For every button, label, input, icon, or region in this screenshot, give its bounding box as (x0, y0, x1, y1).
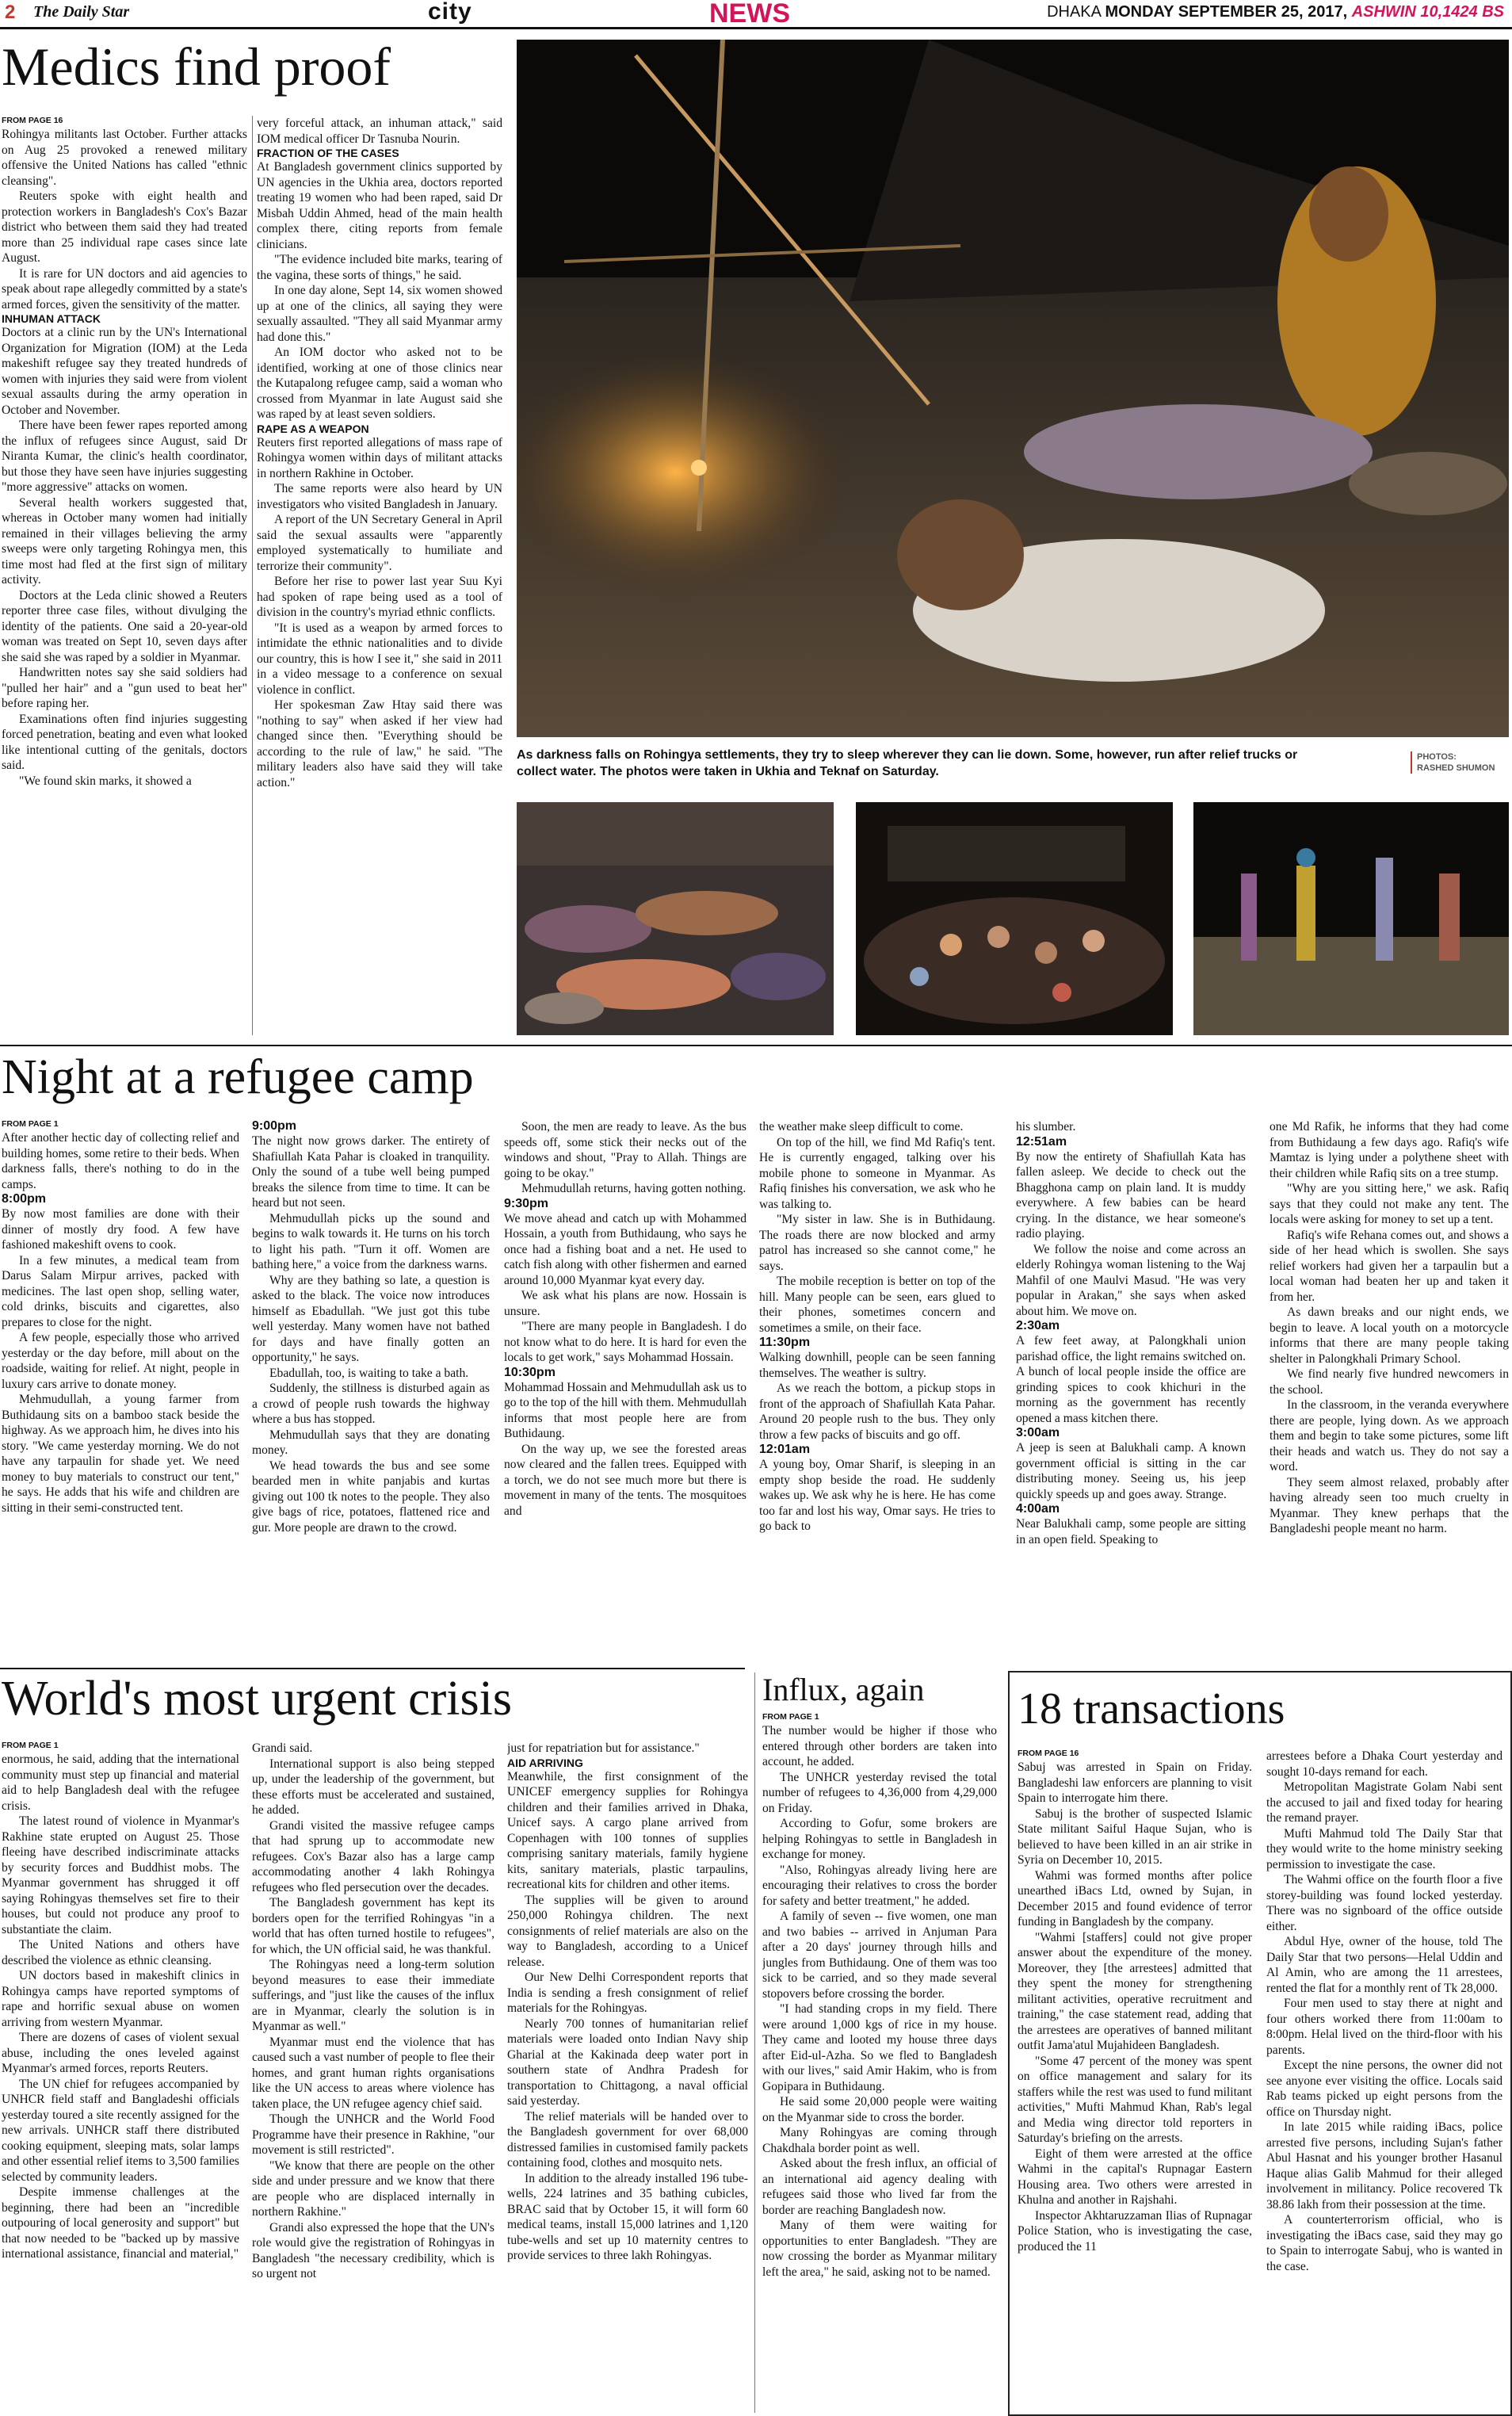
paragraph: Soon, the men are ready to leave. As the bus speeds off, some stick their necks out of the windows and shout, "Pray to Allah. Things are going to be okay." (504, 1120, 746, 1180)
story-headline-urgent-crisis: World's most urgent crisis (2, 1672, 512, 1726)
paragraph: On top of the hill, we find Md Rafiq's tent. He is currently engaged, talking over his mobile phone to someone in Myanmar. As Rafiq finishes his conversation, we ask who he was talking to. (759, 1135, 995, 1211)
paragraph: just for repatriation but for assistance." (507, 1741, 700, 1755)
paragraph: We ask what his plans are now. Hossain is unsure. (504, 1289, 746, 1318)
time-heading: 12:51am (1016, 1134, 1067, 1149)
dateline-date: MONDAY SEPTEMBER 25, 2017, (1105, 3, 1348, 21)
paragraph: Despite immense challenges at the beginning, there had been an "incredible outpouring of local generosity and support" but that now needed to be "backed up by massive international assistance, financial and material," (2, 2185, 239, 2261)
story2-column-5 (1016, 1119, 1246, 1666)
paragraph: In a few minutes, a medical team from Darus Salam Mirpur arrives, packed with medicines. The last open shop, selling water, cold drinks, biscuits and cigarettes, also prepares to close for the night. (2, 1253, 239, 1329)
paragraph: "We know that there are people on the other side and under pressure and we know that there are people who are displaced internally in northern Rakhine." (252, 2158, 494, 2219)
photo-graphic-2 (856, 802, 1173, 1035)
paragraph: Abdul Hye, owner of the house, told The Daily Star that two persons—Helal Uddin and Al Amin, who are among the 11 arrestees, rented the flat for a monthly rent of Tk 28,000. (1266, 1935, 1502, 1995)
paragraph: The Bangladesh government has kept its borders open for the terrified Rohingyas "in a world that has often turned hostile to refugees", for which, the UN official said, he was thankful. (252, 1896, 494, 1956)
paragraph: Mehmudullah, a young farmer from Buthidaung sits on a bamboo stack beside the highway. As we approach him, he dives into his story. "We came yesterday morning. We do not have any tarpaulin for shade yet. We need money to buy materials to construct our tent," he says. He adds that his wife and children are sitting in their semi-constructed tent. (2, 1393, 239, 1515)
time-heading: 12:01am (759, 1443, 811, 1456)
photo-graphic-1 (517, 802, 834, 1035)
story2-column-6 (1270, 1119, 1509, 1666)
column-rule (754, 1672, 755, 2413)
paragraph: There have been fewer rapes reported among the influx of refugees since August, said Dr Niranta Kumar, the clinic's health coordinator, but those they have seen have injuries suggesting "more aggressive" attacks on women. (2, 419, 247, 494)
paragraph: An IOM doctor who asked not to be identified, working at one of those clinics near the Kutapalong refugee camp, said a woman who crossed from Myanmar in late August said she was raped by at least seven soldiers. (257, 346, 502, 421)
section-label-news: NEWS (709, 0, 790, 29)
paragraph: By now the entirety of Shafiullah Kata has fallen asleep. We decide to check out the Bhagghona camp on plain land. It is muddy everywhere. A few babies can be heard crying. In the distance, we hear someone's radio playing. (1016, 1149, 1246, 1240)
paragraph: Doctors at a clinic run by the UN's International Organization for Migration (IOM) at the Leda makeshift refugee say they treated hundreds of women with injuries they said were from violent sexual assaults during the army operation in October and November. (2, 326, 247, 417)
paragraph: A few feet away, at Palongkhali union parishad office, the light remains switched on. A bunch of local people inside the office are grinding spices to cook khichuri in the morning as the government has recently opened a mass kitchen there. (1016, 1334, 1246, 1425)
paragraph: Meanwhile, the first consignment of the UNICEF emergency supplies for Rohingya children and their families arrived in Dhaka, Unicef says. A cargo plane arrived from Copenhagen with 100 tonnes of supplies comprising sanitary materials, family hygiene kits, sanitary materials, plastic tarpaulins, recreational kits for children and other items. (507, 1769, 748, 1891)
paragraph: The supplies will be given to around 250,000 Rohingya children. The next consignments of relief materials are also on the way to Bangladesh, according to a Unicef release. (507, 1893, 748, 1969)
paragraph: Handwritten notes say she said soldiers had "pulled her hair" and a "gun used to beat her" before raping her. (2, 666, 247, 710)
paragraph: Mufti Mahmud told The Daily Star that they would write to the home ministry seeking permission to investigate the case. (1266, 1826, 1502, 1871)
paragraph: The United Nations and others have described the violence as ethnic cleansing. (2, 1938, 239, 1967)
paragraph: We move ahead and catch up with Mohammed Hossain, a youth from Buthidaung, who says he once had a fishing boat and a net. He used to catch fish along with other fishermen and earned around 10,000 Myanmar kyat every day. (504, 1211, 746, 1287)
dateline-place: DHAKA (1047, 3, 1101, 21)
from-page-label: FROM PAGE 1 (2, 1119, 59, 1129)
paragraph: Sabuj is the brother of suspected Islamic State militant Saiful Haque Sujan, who is believed to have been killed in an air strike in Syria on December 10, 2015. (1018, 1806, 1252, 1867)
paragraph: By now most families are done with their dinner of mostly dry food. A few have fashioned makeshift ovens to cook. (2, 1207, 239, 1252)
paragraph: After another hectic day of collecting relief and building homes, some retire to their beds. When darkness falls, there's nothing to do in the camps. (2, 1131, 239, 1191)
page-number: 2 (5, 2, 16, 23)
story2-column-3 (504, 1119, 746, 1666)
story2-column-4 (759, 1119, 995, 1666)
dateline (1047, 3, 1504, 21)
paragraph: Examinations often find injuries suggesting forced penetration, beating and even what looked like intentional cutting of the genitals, doctors said. (2, 712, 247, 772)
paragraph: A report of the UN Secretary General in April said the sexual assaults were "apparently employed systematically to humiliate and terrorize their community". (257, 513, 502, 573)
paragraph: Mehmudullah returns, having gotten nothing. (521, 1182, 746, 1195)
photo-graphic-3 (1193, 802, 1509, 1035)
paragraph: "Why are you sitting here," we ask. Rafiq says that they could not make any tent. The locals were asking for money to set up a tent. (1270, 1182, 1509, 1226)
paragraph: very forceful attack, an inhuman attack," said IOM medical officer Dr Tasnuba Nourin. (257, 117, 502, 146)
paragraph: Near Balukhali camp, some people are sitting in an open field. Speaking to (1016, 1517, 1246, 1546)
paragraph: The UN chief for refugees accompanied by UNHCR field staff and Bangladeshi officials yesterday toured a site recently assigned for the new arrivals. UNHCR staff there distributed cooking equipment, sleeping mats, solar lamps and other essential relief items to 3,500 families selected by community leaders. (2, 2077, 239, 2184)
paragraph: There are dozens of cases of violent sexual abuse, including the ones leveled against Myanmar's armed forces, reports Reuters. (2, 2031, 239, 2075)
time-heading: 10:30pm (504, 1365, 556, 1379)
paragraph: Grandi visited the massive refugee camps that had sprung up to accommodate new refugees. Cox's Bazar also has a large camp accommodating another 4 lakh Rohingya refugees who fled persecution over the decades. (252, 1818, 494, 1894)
paragraph: "There are many people in Bangladesh. I do not know what to do here. It is hard for even the locals to get work," says Mohammad Hossain. (504, 1320, 746, 1364)
paragraph: Grandi also expressed the hope that the UN's role would give the registration of Rohingyas in Bangladesh "the necessary credibility, which is so urgent not (252, 2220, 494, 2280)
paragraph: Asked about the fresh influx, an official of an international aid agency dealing with refugees said those who lived far from the border are reaching Bangladesh now. (762, 2157, 997, 2217)
paragraph: Before her rise to power last year Suu Kyi had spoken of rape being used as a tool of division in the country's myriad ethnic conflicts. (257, 575, 502, 619)
paragraph: the weather make sleep difficult to come. (759, 1120, 964, 1133)
paragraph: "The evidence included bite marks, tearing of the vagina, these sorts of things," he said. (257, 253, 502, 282)
paragraph: Her spokesman Zaw Htay said there was "nothing to say" when asked if her view had changed since then. "Everything should be according to the rule of law," he said. "The military leaders also have said they will take action." (257, 698, 502, 789)
paragraph: The Wahmi office on the fourth floor a five storey-building was found locked yesterday. There was no signboard of the office outside either. (1266, 1873, 1502, 1933)
paragraph: They seem almost relaxed, probably after having already seen too much cruelty in Myanmar. They knew perhaps that the Bangladeshi people meant no harm. (1270, 1475, 1509, 1535)
photo-people-lying-ground (517, 802, 834, 1035)
column-rule (252, 116, 253, 1035)
paragraph: Suddenly, the stillness is disturbed again as a crowd of people rush towards the highway where a bus has stopped. (252, 1382, 490, 1426)
paragraph: Our New Delhi Correspondent reports that India is sending a fresh consignment of relief materials for the Rohingyas. (507, 1971, 748, 2015)
paragraph: Doctors at the Leda clinic showed a Reuters reporter three case files, without divulging the identity of the patients. One said a 20-year-old woman was treated on Sept 10, seven days after she said she was raped by a soldier in Myanmar. (2, 588, 247, 664)
paragraph: Many Rohingyas are coming through Chakdhala border point as well. (762, 2126, 997, 2155)
paragraph: A family of seven -- five women, one man and two babies -- arrived in Anjuman Para after a 20 days' journey through hills and jungles from Buthidaung. One of them was too sick to be carried, and so they made several stopovers before crossing the border. (762, 1909, 997, 2001)
paragraph: The relief materials will be handed over to the Bangladesh government for over 68,000 distressed families in customised family packets containing food, clothes and mosquito nets. (507, 2109, 748, 2169)
paragraph: Reuters spoke with eight health and protection workers in Bangladesh's Cox's Bazar district who between them said they had treated more than 25 individual rape cases since late August. (2, 189, 247, 265)
story4-column-1 (762, 1712, 997, 2413)
paragraph: As we reach the bottom, a pickup stops in front of the approach of Shafiullah Kata Pahar. Around 20 people rush to the bus. They only throw a few packs of biscuits and go off. (759, 1382, 995, 1442)
paragraph: A jeep is seen at Balukhali camp. A known government official is sitting in the car distributing money. Seeing us, his jeep quickly speeds up and goes away. Strange. (1016, 1441, 1246, 1501)
paragraph: Grandi said. (252, 1741, 313, 1755)
paragraph: A young boy, Omar Sharif, is sleeping in an empty shop beside the road. He suddenly wakes up. We ask why he is here. He has come too far and lost his way, Omar says. He tries to go back to (759, 1458, 995, 1533)
paragraph: A few people, especially those who arrived yesterday or the day before, mill about on the roadside, waiting for relief. At night, people in luxury cars arrive to donate money. (2, 1331, 239, 1391)
story3-column-2 (252, 1741, 494, 2413)
paragraph: Why are they bathing so late, a question is asked to the black. The voice now introduces himself as Ebadullah. "We just got this tube well yesterday. Many women have not bathed for days and have finally gotten an opportunity," he says. (252, 1273, 490, 1364)
story2-column-1 (2, 1119, 239, 1666)
paragraph: We find nearly five hundred newcomers in the school. (1270, 1367, 1509, 1397)
paragraph: "I had standing crops in my field. There were around 1,000 kgs of rice in my house. They came and looted my house three days after Eid-ul-Azha. So we fled to Bangladesh with our lives," said Amir Hakim, who is from Gopipara in Buthidaung. (762, 2002, 997, 2093)
paragraph: In one day alone, Sept 14, six women showed up at one of the clinics, all saying they were sexually assaulted. "They all said Myanmar army had done this." (257, 284, 502, 344)
story-headline-medics: Medics find proof (2, 36, 391, 97)
paragraph: enormous, he said, adding that the international community must step up financial and material aid to help Bangladesh deal with the refugee crisis. (2, 1753, 239, 1813)
paragraph: The number would be higher if those who entered through other borders are taken into account, he added. (762, 1724, 997, 1768)
time-heading: 8:00pm (2, 1192, 47, 1206)
paragraph: Metropolitan Magistrate Golam Nabi sent the accused to jail and fixed today for hearing the remand prayer. (1266, 1780, 1502, 1825)
from-page-label: FROM PAGE 1 (762, 1712, 819, 1722)
paragraph: Mehmudullah picks up the sound and begins to walk towards it. He turns on his torch to light his path. "Turn it off. Women are bathing here," a voice from the darkness warns. (252, 1211, 490, 1271)
paragraph: The UNHCR yesterday revised the total number of refugees to 4,36,000 from 4,29,000 on Friday. (762, 1770, 997, 1815)
story1-column-1 (2, 116, 247, 1035)
paragraph: Several health workers suggested that, whereas in October many women had initially remained in their villages believing the army sweeps were only targeting Rohingya men, this time most had fled at the first sign of military activity. (2, 495, 247, 587)
paragraph: Mehmudullah says that they are donating money. (252, 1428, 490, 1457)
paragraph: Sabuj was arrested in Spain on Friday. Bangladeshi law enforcers are planning to visit Spain to interrogate him there. (1018, 1760, 1252, 1805)
paragraph: International support is also being stepped up, under the leadership of the government, but these efforts must be accelerated and sustained, he added. (252, 1757, 494, 1817)
paragraph: In the classroom, in the veranda everywhere there are people, lying down. As we approach them and begin to take some pictures, some lift their heads and watch us. They do not say a word. (1270, 1398, 1509, 1474)
story5-column-1 (1018, 1749, 1252, 2410)
paragraph: one Md Rafik, he informs that they had come from Buthidaung a few days ago. Rafiq's wife Mamtaz is lying under a polythene sheet with their children while Rafiq sits on a tree stump. (1270, 1120, 1509, 1180)
paragraph: As dawn breaks and our night ends, we begin to leave. A local youth on a motorcycle informs that there are many people taking shelter in Palongkhali Primary School. (1270, 1305, 1509, 1366)
paragraph: The same reports were also heard by UN investigators who visited Bangladesh in January. (257, 482, 502, 511)
paper-name: The Daily Star (33, 3, 130, 21)
paragraph: The mobile reception is better on top of the hill. Many people can be seen, ears glued to their phones, sometimes concern and sometimes a smile, on their face. (759, 1275, 995, 1335)
subheading: RAPE AS A WEAPON (257, 422, 369, 435)
paragraph: On the way up, we see the forested areas now cleared and the fallen trees. Equipped with a torch, we do not see much more but there is movement in many of the tents. The mosquitoes and (504, 1442, 746, 1518)
paragraph: UN doctors based in makeshift clinics in Rohingya camps have reported symptoms of rape and horrific sexual abuse on women arriving from western Myanmar. (2, 1969, 239, 2029)
dateline-bs: ASHWIN 10,1424 BS (1351, 3, 1504, 21)
story-headline-influx: Influx, again (762, 1672, 925, 1707)
story-headline-18-transactions: 18 transactions (1018, 1684, 1285, 1734)
paragraph: According to Gofur, some brokers are helping Rohingyas to settle in Bangladesh in exchange for money. (762, 1817, 997, 1861)
paragraph: In addition to the already installed 196 tube-wells, 224 latrines and 35 bathing cubicles, BRAC said that by October 15, it will form 60 medical teams, install 15,000 latrines and 1,120 tube-wells and set up 10 maternity centres to provide services to three lakh Rohingyas. (507, 2171, 748, 2262)
paragraph: "Also, Rohingyas already living here are encouraging their relatives to cross the border for safety and better treatment," he added. (762, 1863, 997, 1908)
paragraph: The night now grows darker. The entirety of Shafiullah Kata Pahar is cloaked in tranquility. Only the sound of a tube well being pumped breaks the silence from time to time. It can be heard but not seen. (252, 1134, 490, 1210)
subheading: AID ARRIVING (507, 1756, 583, 1769)
photo-credit-label: PHOTOS: (1417, 752, 1457, 762)
from-page-label: FROM PAGE 1 (2, 1741, 59, 1750)
paragraph: Rohingya militants last October. Further attacks on Aug 25 provoked a renewed military offensive the United Nations has called "ethnic cleansing". (2, 128, 247, 188)
paragraph: Wahmi was formed months after police unearthed iBacs Ltd, owned by Sujan, in December 2015 and found evidence of terror funding in Bangladesh by the company. (1018, 1868, 1252, 1929)
photo-credit (1411, 751, 1495, 774)
section-divider (0, 1668, 745, 1669)
paragraph: Ebadullah, too, is waiting to take a bath. (269, 1366, 469, 1380)
time-heading: 2:30am (1016, 1319, 1060, 1332)
from-page-label: FROM PAGE 16 (2, 116, 63, 125)
story5-column-2 (1266, 1749, 1502, 2410)
paragraph: The latest round of violence in Myanmar's Rakhine state erupted on August 25. Those fleeing have described indiscriminate attacks by security forces and Buddhist mobs. The Myanmar government has shrugged it off saying Rohingyas themselves set fire to their houses, but could not produce any proof to substantiate the claim. (2, 1814, 239, 1936)
paragraph: Rafiq's wife Rehana comes out, and shows a side of her head which is swollen. She says relief workers had given her a tarpaulin but a local woman had beaten her up and taken it from her. (1270, 1228, 1509, 1304)
paragraph: Four men used to stay there at night and four others worked there from 11:00am to 8:00pm. Helal lived on the third-floor with his parents. (1266, 1997, 1502, 2057)
paragraph: Walking downhill, people can be seen fanning themselves. The weather is sultry. (759, 1351, 995, 1380)
paragraph: Mohammad Hossain and Mehmudullah ask us to go to the top of the hill with them. Mehmudullah informs that most people here are from Buthidaung. (504, 1380, 746, 1440)
paragraph: In late 2015 while raiding iBacs, police arrested five persons, including Sujan's father Abul Hasnat and his younger brother Hasanul Haque alias Galib Mahmud for their alleged involvement in militancy. Police recovered Tk 38.86 lakh from their possession at the time. (1266, 2120, 1502, 2211)
photo-women-collecting-water (1193, 802, 1509, 1035)
story2-column-2 (252, 1119, 490, 1666)
story1-column-2 (257, 116, 502, 1035)
paragraph: At Bangladesh government clinics supported by UN agencies in the Ukhia area, doctors reported treating 19 women who had been raped, said Dr Misbah Uddin Ahmed, head of the main health complex there, citing reports from female clinicians. (257, 160, 502, 251)
paragraph: Nearly 700 tonnes of humanitarian relief materials were loaded onto Indian Navy ship Gharial at the Kakinada deep water port in southern state of Andhra Pradesh for transportation to Chittagong, a naval official said yesterday. (507, 2017, 748, 2108)
paragraph: "My sister in law. She is in Buthidaung. The roads there are now blocked and army patrol has increased so she cannot come," he says. (759, 1213, 995, 1273)
paragraph: He said some 20,000 people were waiting on the Myanmar side to cross the border. (762, 2095, 997, 2124)
paragraph: The Rohingyas need a long-term solution beyond measures to ease their immediate sufferings, and "just like the causes of the influx are in Myanmar, clearly the solution is in Myanmar as well." (252, 1958, 494, 2033)
section-divider (0, 1045, 1512, 1046)
story-headline-night-camp: Night at a refugee camp (2, 1050, 474, 1104)
from-page-label: FROM PAGE 16 (1018, 1749, 1079, 1758)
paragraph: Many of them were waiting for opportunities to enter Bangladesh. "They are now crossing the border as Myanmar military left the area," he said, asking not to be named. (762, 2219, 997, 2279)
time-heading: 3:00am (1016, 1426, 1060, 1439)
photo-caption: As darkness falls on Rohingya settlements, they try to sleep wherever they can lie down. Some, however, run after relief trucks or collect water. The photos were taken in Ukhia and Teknaf on Saturday. (517, 748, 1298, 778)
story3-column-1 (2, 1741, 239, 2413)
paragraph: his slumber. (1016, 1120, 1076, 1133)
paragraph: Eight of them were arrested at the office Wahmi in the capital's Rupnagar Eastern Housing area. Two others were arrested in Khulna and another in Rajshahi. (1018, 2146, 1252, 2207)
paragraph: We head towards the bus and see some bearded men in white panjabis and kurtas giving out 100 tk notes to the people. They also give bags of rice, potatoes, flattened rice and gur. More people are drawn to the crowd. (252, 1458, 490, 1535)
section-label-city: city (428, 0, 472, 25)
photo-credit-name: RASHED SHUMON (1417, 763, 1495, 773)
paragraph: We follow the noise and come across an elderly Rohingya woman listening to the Waj Mahfil of one Maulvi Masud. "He was very popular in Arakan," she says when asked about him. We move on. (1016, 1242, 1246, 1318)
photo-crowd-relief-truck (856, 802, 1173, 1035)
subheading: INHUMAN ATTACK (2, 312, 101, 325)
subheading: FRACTION OF THE CASES (257, 147, 399, 159)
main-photo-refugees-sleeping (517, 40, 1509, 737)
story3-column-3 (507, 1741, 748, 2413)
paragraph: Reuters first reported allegations of mass rape of Rohingya women within days of militant attacks in northern Rakhine in October. (257, 435, 502, 480)
night-camp-photo-graphic (517, 40, 1509, 737)
paragraph: Except the nine persons, the owner did not see anyone ever visiting the office. Locals said Rab teams picked up eight persons from the office on Thursday night. (1266, 2059, 1502, 2119)
paragraph: A counterterrorism official, who is investigating the iBacs case, said they may go to Spain to interrogate Sabuj, who is wanted in the case. (1266, 2213, 1502, 2273)
paragraph: "We found skin marks, it showed a (19, 774, 192, 788)
paragraph: Though the UNHCR and the World Food Programme have their presence in Rakhine, "our movement is still restricted". (252, 2112, 494, 2157)
paragraph: It is rare for UN doctors and aid agencies to speak about rape allegedly committed by a state's armed forces, given the sensitivity of the matter. (2, 266, 247, 312)
paragraph: "It is used as a weapon by armed forces to intimidate the ethnic nationalities and to divide our country, this is how I see it," she said in 2011 in a video message to a conference on sexual violence in conflict. (257, 621, 502, 697)
time-heading: 4:00am (1016, 1502, 1060, 1516)
time-heading: 11:30pm (759, 1336, 811, 1349)
paragraph: "Some 47 percent of the money was spent on office management and salary for its staffers while the rest was used to fund militant activities," Mufti Mahmud Khan, Rab's legal and Media wing director told reporters in Saturday's briefing on the arrests. (1018, 2054, 1252, 2145)
masthead (0, 0, 1512, 29)
paragraph: "Wahmi [staffers] could not give proper answer about the expenditure of the money. Moreover, they [the arrestees] admitted that they spent the money for strengthening militant activities, operative recruitment and training," the case statement read, adding that the arrestees are operatives of banned militant outfit Jama'atul Mujahideen Bangladesh. (1018, 1930, 1252, 2052)
time-heading: 9:00pm (252, 1119, 297, 1133)
paragraph: Inspector Akhtaruzzaman Ilias of Rupnagar Police Station, who is investigating the case, produced the 11 (1018, 2208, 1252, 2254)
time-heading: 9:30pm (504, 1196, 549, 1210)
paragraph: arrestees before a Dhaka Court yesterday and sought 10-days remand for each. (1266, 1749, 1502, 1779)
paragraph: Myanmar must end the violence that has caused such a vast number of people to flee their homes, and grant human rights organisations like the UN access to areas where violence has taken place, the UN refugee agency chief said. (252, 2035, 494, 2111)
